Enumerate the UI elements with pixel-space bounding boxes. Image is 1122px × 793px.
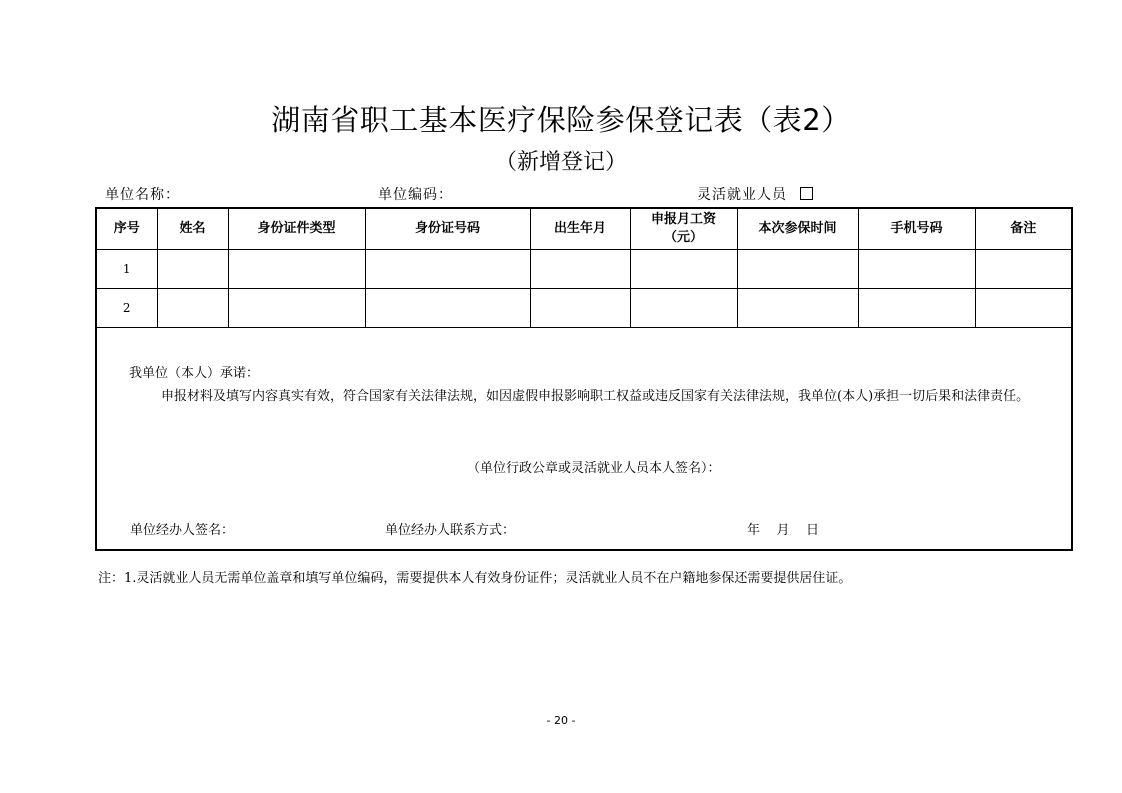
header-monthly-wage bbox=[630, 208, 737, 250]
handler-contact-field[interactable]: 单位经办人联系方式： bbox=[385, 523, 516, 538]
id-type-input-cell[interactable] bbox=[228, 289, 365, 328]
flexible-worker-field[interactable] bbox=[697, 184, 813, 204]
date-field[interactable]: 年 月 日 bbox=[747, 523, 820, 538]
header-remarks: 备注 bbox=[975, 208, 1072, 250]
header-enroll-time: 本次参保时间 bbox=[737, 208, 858, 250]
remarks-input-cell[interactable] bbox=[975, 250, 1072, 289]
name-input-cell[interactable] bbox=[157, 289, 228, 328]
header-birth-date: 出生年月 bbox=[530, 208, 630, 250]
header-monthly-wage-unit: （元） bbox=[663, 230, 703, 245]
header-index: 序号 bbox=[96, 208, 157, 250]
phone-input-cell[interactable] bbox=[858, 250, 975, 289]
id-number-input-cell[interactable] bbox=[365, 289, 530, 328]
header-id-type: 身份证件类型 bbox=[228, 208, 365, 250]
monthly-wage-input-cell[interactable] bbox=[630, 250, 737, 289]
birth-date-input-cell[interactable] bbox=[530, 250, 630, 289]
page-number: - 20 - bbox=[546, 714, 576, 727]
id-type-input-cell[interactable] bbox=[228, 250, 365, 289]
header-id-number: 身份证号码 bbox=[365, 208, 530, 250]
pledge-section bbox=[96, 328, 1072, 551]
row-index: 1 bbox=[96, 250, 157, 289]
footnote: 注：1.灵活就业人员无需单位盖章和填写单位编码，需要提供本人有效身份证件；灵活就业人员不在户籍地参保还需要提供居住证。 bbox=[98, 571, 852, 586]
form-title: 湖南省职工基本医疗保险参保登记表（表2） bbox=[271, 103, 851, 137]
enroll-time-input-cell[interactable] bbox=[737, 250, 858, 289]
enroll-time-input-cell[interactable] bbox=[737, 289, 858, 328]
seal-signature-field[interactable]: （单位行政公章或灵活就业人员本人签名）： bbox=[467, 461, 721, 476]
table-row bbox=[96, 289, 1072, 328]
header-monthly-wage-label: 申报月工资 bbox=[650, 212, 716, 227]
name-input-cell[interactable] bbox=[157, 250, 228, 289]
pledge-row bbox=[96, 328, 1072, 551]
pledge-body: 申报材料及填写内容真实有效，符合国家有关法律法规，如因虚假申报影响职工权益或违反国家有关法律法规，我单位(本人)承担一切后果和法律责任。 bbox=[161, 389, 1030, 404]
flexible-worker-label: 灵活就业人员 bbox=[697, 187, 787, 203]
row-index: 2 bbox=[96, 289, 157, 328]
registration-table bbox=[95, 207, 1073, 551]
pledge-heading: 我单位（本人）承诺： bbox=[129, 366, 260, 381]
header-name: 姓名 bbox=[157, 208, 228, 250]
table-header-row bbox=[96, 208, 1072, 250]
id-number-input-cell[interactable] bbox=[365, 250, 530, 289]
form-subtitle: （新增登记） bbox=[494, 150, 627, 175]
unit-name-label: 单位名称： bbox=[105, 187, 180, 203]
unit-code-label: 单位编码： bbox=[378, 187, 453, 203]
flexible-worker-checkbox[interactable] bbox=[800, 187, 813, 200]
remarks-input-cell[interactable] bbox=[975, 289, 1072, 328]
handler-signature-field[interactable]: 单位经办人签名： bbox=[130, 523, 235, 538]
table-row bbox=[96, 250, 1072, 289]
phone-input-cell[interactable] bbox=[858, 289, 975, 328]
monthly-wage-input-cell[interactable] bbox=[630, 289, 737, 328]
birth-date-input-cell[interactable] bbox=[530, 289, 630, 328]
header-phone: 手机号码 bbox=[858, 208, 975, 250]
